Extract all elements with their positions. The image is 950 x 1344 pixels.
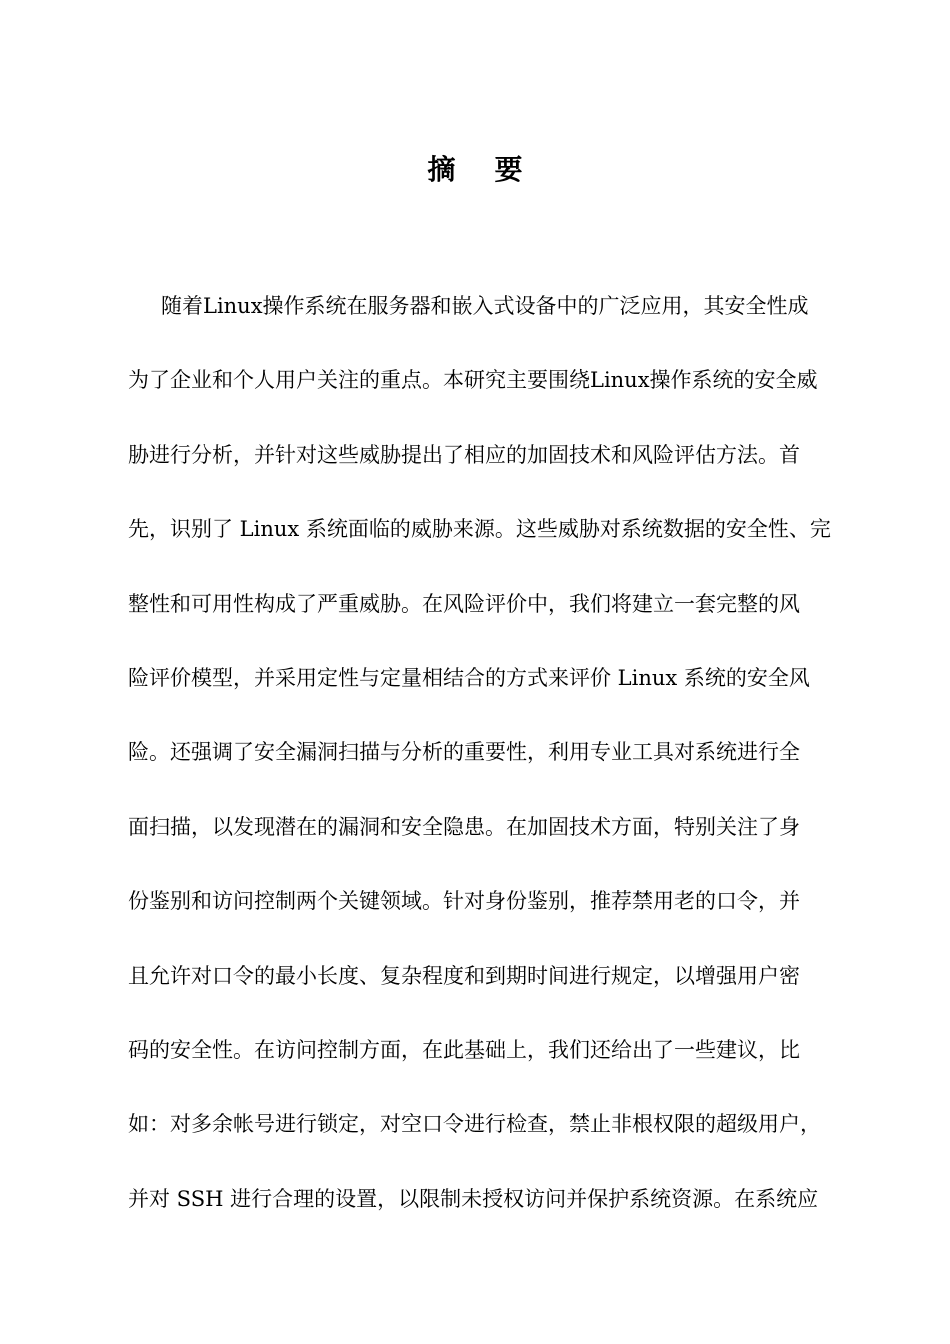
abstract-line: 整性和可用性构成了严重威胁。在风险评价中，我们将建立一套完整的风 (128, 591, 800, 616)
abstract-line: 码的安全性。在访问控制方面，在此基础上，我们还给出了一些建议，比 (128, 1037, 800, 1062)
abstract-line: 胁进行分析，并针对这些威胁提出了相应的加固技术和风险评估方法。首 (128, 442, 800, 467)
abstract-line: 险评价模型，并采用定性与定量相结合的方式来评价 Linux 系统的安全风 (128, 665, 810, 690)
abstract-line: 并对 SSH 进行合理的设置，以限制未授权访问并保护系统资源。在系统应 (128, 1186, 819, 1211)
abstract-line: 为了企业和个人用户关注的重点。本研究主要围绕Linux操作系统的安全威 (128, 368, 818, 393)
abstract-title: 摘 要 (427, 153, 523, 186)
abstract-line: 先，识别了 Linux 系统面临的威胁来源。这些威胁对系统数据的安全性、完 (128, 517, 831, 542)
abstract-line: 如：对多余帐号进行锁定，对空口令进行检查，禁止非根权限的超级用户， (128, 1112, 821, 1137)
abstract-line: 面扫描，以发现潜在的漏洞和安全隐患。在加固技术方面，特别关注了身 (128, 814, 800, 839)
abstract-line: 份鉴别和访问控制两个关键领域。针对身份鉴别，推荐禁用老的口令，并 (128, 889, 800, 914)
abstract-body (128, 280, 868, 1247)
abstract-line: 且允许对口令的最小长度、复杂程度和到期时间进行规定，以增强用户密 (128, 963, 800, 988)
abstract-line: 险。还强调了安全漏洞扫描与分析的重要性，利用专业工具对系统进行全 (128, 740, 800, 765)
abstract-line: 随着Linux操作系统在服务器和嵌入式设备中的广泛应用，其安全性成 (161, 294, 809, 318)
